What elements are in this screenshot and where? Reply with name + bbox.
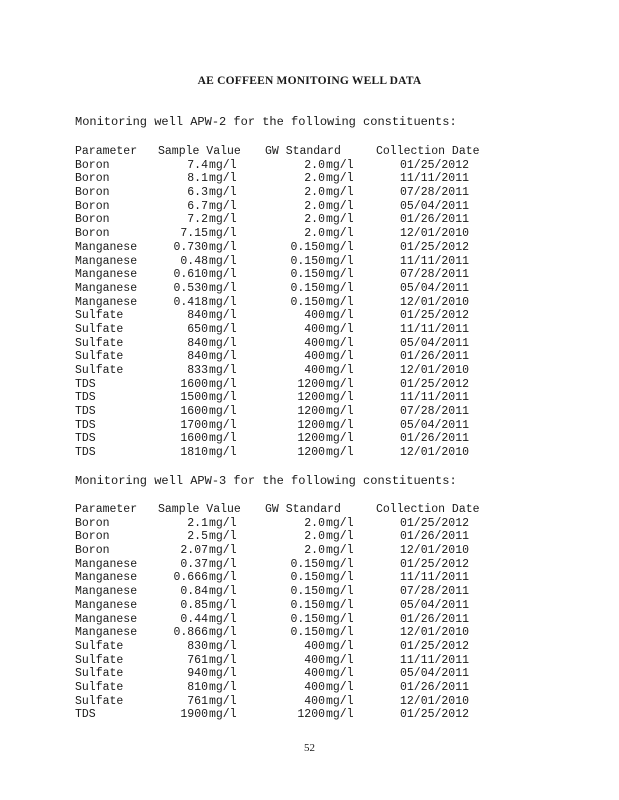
cell-collection-date: 05/04/2011 — [399, 598, 469, 612]
cell-sample-value: 1600 — [180, 377, 208, 391]
column-header-parameter: Parameter — [75, 503, 138, 516]
cell-sample-value: 0.730 — [173, 240, 208, 254]
table-row — [75, 613, 475, 627]
cell-parameter: Sulfate — [75, 350, 124, 364]
data-table-apw2 — [75, 145, 480, 460]
cell-gw-standard: 400 — [304, 667, 325, 681]
cell-parameter: Sulfate — [75, 694, 124, 708]
table-row — [75, 186, 475, 200]
cell-collection-date: 11/11/2011 — [399, 254, 469, 268]
cell-sample-unit: mg/l — [209, 639, 237, 653]
cell-standard-unit: mg/l — [326, 653, 354, 667]
cell-gw-standard: 1200 — [297, 391, 325, 405]
cell-gw-standard: 2.0 — [304, 199, 325, 213]
table-row — [75, 391, 475, 405]
cell-standard-unit: mg/l — [326, 694, 354, 708]
cell-collection-date: 12/01/2010 — [399, 364, 469, 377]
cell-standard-unit: mg/l — [326, 680, 354, 694]
cell-gw-standard: 0.150 — [290, 571, 325, 585]
cell-parameter: Sulfate — [75, 667, 124, 681]
cell-collection-date: 01/26/2011 — [399, 612, 469, 626]
cell-parameter: TDS — [75, 446, 96, 460]
cell-sample-value: 810 — [187, 680, 208, 694]
table-row — [75, 708, 475, 722]
cell-parameter: TDS — [75, 432, 96, 446]
cell-standard-unit: mg/l — [326, 571, 354, 585]
cell-collection-date: 01/25/2012 — [399, 557, 469, 571]
cell-sample-value: 7.4 — [187, 158, 208, 172]
cell-sample-value: 840 — [187, 336, 208, 350]
table-row — [75, 558, 475, 572]
cell-collection-date: 07/28/2011 — [399, 405, 469, 419]
cell-sample-value: 7.2 — [187, 213, 208, 227]
cell-collection-date: 01/26/2011 — [399, 213, 469, 227]
cell-standard-unit: mg/l — [326, 281, 354, 295]
cell-sample-unit: mg/l — [209, 199, 237, 213]
cell-standard-unit: mg/l — [326, 350, 354, 364]
cell-standard-unit: mg/l — [326, 585, 354, 599]
cell-parameter: Boron — [75, 186, 110, 200]
cell-standard-unit: mg/l — [326, 405, 354, 419]
table-row — [75, 517, 475, 531]
cell-sample-unit: mg/l — [209, 667, 237, 681]
table-row — [75, 695, 475, 709]
cell-standard-unit: mg/l — [326, 227, 354, 241]
cell-parameter: Boron — [75, 158, 110, 172]
column-header-parameter: Parameter — [75, 145, 138, 158]
cell-collection-date: 05/04/2011 — [399, 667, 469, 681]
cell-sample-unit: mg/l — [209, 254, 237, 268]
cell-gw-standard: 400 — [304, 336, 325, 350]
cell-parameter: Manganese — [75, 268, 138, 282]
cell-sample-unit: mg/l — [209, 350, 237, 364]
cell-parameter: Sulfate — [75, 639, 124, 653]
cell-parameter: Boron — [75, 199, 110, 213]
cell-standard-unit: mg/l — [326, 377, 354, 391]
cell-gw-standard: 400 — [304, 364, 325, 377]
cell-sample-unit: mg/l — [209, 268, 237, 282]
column-header-sample-value: Sample Value — [158, 503, 241, 516]
section-heading-apw2: Monitoring well APW-2 for the following constituents: — [75, 115, 457, 129]
cell-gw-standard: 2.0 — [304, 227, 325, 241]
cell-sample-value: 833 — [187, 364, 208, 377]
cell-sample-unit: mg/l — [209, 694, 237, 708]
cell-sample-unit: mg/l — [209, 585, 237, 599]
cell-collection-date: 01/25/2012 — [399, 158, 469, 172]
cell-collection-date: 11/11/2011 — [399, 571, 469, 585]
cell-gw-standard: 0.150 — [290, 598, 325, 612]
cell-gw-standard: 0.150 — [290, 281, 325, 295]
cell-gw-standard: 400 — [304, 309, 325, 323]
cell-sample-value: 0.666 — [173, 571, 208, 585]
cell-collection-date: 01/25/2012 — [399, 516, 469, 530]
cell-collection-date: 11/11/2011 — [399, 653, 469, 667]
cell-parameter: Sulfate — [75, 309, 124, 323]
cell-sample-unit: mg/l — [209, 172, 237, 186]
cell-standard-unit: mg/l — [326, 708, 354, 722]
cell-sample-value: 761 — [187, 694, 208, 708]
cell-standard-unit: mg/l — [326, 295, 354, 309]
cell-collection-date: 01/25/2012 — [399, 240, 469, 254]
cell-sample-unit: mg/l — [209, 680, 237, 694]
cell-standard-unit: mg/l — [326, 639, 354, 653]
table-row — [75, 378, 475, 392]
cell-sample-value: 830 — [187, 639, 208, 653]
cell-parameter: TDS — [75, 377, 96, 391]
table-row — [75, 626, 475, 640]
cell-sample-value: 6.7 — [187, 199, 208, 213]
table-row — [75, 446, 475, 460]
cell-parameter: Manganese — [75, 295, 138, 309]
cell-sample-value: 0.530 — [173, 281, 208, 295]
cell-parameter: TDS — [75, 391, 96, 405]
cell-standard-unit: mg/l — [326, 418, 354, 432]
cell-parameter: Sulfate — [75, 364, 124, 377]
cell-sample-value: 0.85 — [180, 598, 208, 612]
cell-standard-unit: mg/l — [326, 336, 354, 350]
cell-standard-unit: mg/l — [326, 446, 354, 460]
cell-sample-unit: mg/l — [209, 322, 237, 336]
cell-collection-date: 12/01/2010 — [399, 694, 469, 708]
cell-collection-date: 05/04/2011 — [399, 199, 469, 213]
table-row — [75, 640, 475, 654]
cell-gw-standard: 0.150 — [290, 585, 325, 599]
cell-sample-value: 1810 — [180, 446, 208, 460]
cell-gw-standard: 0.150 — [290, 254, 325, 268]
data-table-apw3 — [75, 503, 480, 722]
cell-gw-standard: 1200 — [297, 405, 325, 419]
cell-standard-unit: mg/l — [326, 544, 354, 558]
cell-sample-unit: mg/l — [209, 626, 237, 640]
cell-sample-unit: mg/l — [209, 309, 237, 323]
cell-collection-date: 05/04/2011 — [399, 418, 469, 432]
cell-sample-value: 0.84 — [180, 585, 208, 599]
cell-parameter: Sulfate — [75, 653, 124, 667]
cell-collection-date: 12/01/2010 — [399, 626, 469, 640]
cell-sample-unit: mg/l — [209, 418, 237, 432]
cell-gw-standard: 2.0 — [304, 544, 325, 558]
cell-sample-value: 840 — [187, 309, 208, 323]
cell-sample-unit: mg/l — [209, 653, 237, 667]
cell-standard-unit: mg/l — [326, 254, 354, 268]
cell-sample-value: 6.3 — [187, 186, 208, 200]
cell-sample-value: 0.37 — [180, 557, 208, 571]
cell-parameter: Sulfate — [75, 336, 124, 350]
cell-gw-standard: 2.0 — [304, 186, 325, 200]
table-row — [75, 282, 475, 296]
cell-sample-value: 0.48 — [180, 254, 208, 268]
cell-collection-date: 11/11/2011 — [399, 391, 469, 405]
cell-standard-unit: mg/l — [326, 612, 354, 626]
cell-parameter: Manganese — [75, 598, 138, 612]
cell-gw-standard: 400 — [304, 639, 325, 653]
cell-sample-unit: mg/l — [209, 391, 237, 405]
cell-standard-unit: mg/l — [326, 199, 354, 213]
cell-sample-unit: mg/l — [209, 295, 237, 309]
cell-sample-value: 650 — [187, 322, 208, 336]
cell-gw-standard: 1200 — [297, 377, 325, 391]
table-row — [75, 159, 475, 173]
cell-sample-unit: mg/l — [209, 186, 237, 200]
cell-collection-date: 01/25/2012 — [399, 708, 469, 722]
cell-sample-unit: mg/l — [209, 213, 237, 227]
cell-standard-unit: mg/l — [326, 391, 354, 405]
cell-sample-value: 0.610 — [173, 268, 208, 282]
cell-sample-unit: mg/l — [209, 432, 237, 446]
column-header-collection-date: Collection Date — [376, 503, 480, 516]
column-header-collection-date: Collection Date — [376, 145, 480, 158]
table-row — [75, 667, 475, 681]
cell-sample-value: 2.1 — [187, 516, 208, 530]
cell-collection-date: 07/28/2011 — [399, 585, 469, 599]
cell-collection-date: 01/25/2012 — [399, 639, 469, 653]
table-row — [75, 309, 475, 323]
table-row — [75, 241, 475, 255]
cell-parameter: Manganese — [75, 626, 138, 640]
table-row — [75, 599, 475, 613]
table-row — [75, 419, 475, 433]
cell-sample-unit: mg/l — [209, 364, 237, 377]
table-row — [75, 255, 475, 269]
cell-sample-unit: mg/l — [209, 598, 237, 612]
table-row — [75, 213, 475, 227]
cell-collection-date: 11/11/2011 — [399, 322, 469, 336]
cell-sample-value: 940 — [187, 667, 208, 681]
cell-sample-unit: mg/l — [209, 405, 237, 419]
cell-sample-unit: mg/l — [209, 516, 237, 530]
table-row — [75, 364, 475, 378]
table-row — [75, 350, 475, 364]
cell-parameter: Boron — [75, 172, 110, 186]
cell-sample-unit: mg/l — [209, 240, 237, 254]
table-row — [75, 530, 475, 544]
cell-gw-standard: 400 — [304, 322, 325, 336]
cell-gw-standard: 0.150 — [290, 557, 325, 571]
cell-standard-unit: mg/l — [326, 557, 354, 571]
cell-sample-unit: mg/l — [209, 158, 237, 172]
cell-sample-value: 761 — [187, 653, 208, 667]
cell-sample-unit: mg/l — [209, 544, 237, 558]
cell-gw-standard: 2.0 — [304, 516, 325, 530]
cell-sample-unit: mg/l — [209, 612, 237, 626]
cell-parameter: Manganese — [75, 281, 138, 295]
cell-parameter: Sulfate — [75, 322, 124, 336]
cell-collection-date: 01/26/2011 — [399, 530, 469, 544]
table-row — [75, 337, 475, 351]
cell-sample-unit: mg/l — [209, 227, 237, 241]
cell-sample-value: 1900 — [180, 708, 208, 722]
cell-collection-date: 01/26/2011 — [399, 350, 469, 364]
cell-sample-value: 2.07 — [180, 544, 208, 558]
cell-collection-date: 12/01/2010 — [399, 295, 469, 309]
section-heading-apw3: Monitoring well APW-3 for the following constituents: — [75, 474, 457, 488]
cell-gw-standard: 2.0 — [304, 158, 325, 172]
table-row — [75, 405, 475, 419]
cell-standard-unit: mg/l — [326, 516, 354, 530]
cell-gw-standard: 0.150 — [290, 612, 325, 626]
cell-sample-value: 2.5 — [187, 530, 208, 544]
cell-gw-standard: 1200 — [297, 708, 325, 722]
cell-gw-standard: 0.150 — [290, 626, 325, 640]
cell-gw-standard: 2.0 — [304, 530, 325, 544]
table-row — [75, 268, 475, 282]
cell-gw-standard: 400 — [304, 653, 325, 667]
cell-gw-standard: 2.0 — [304, 172, 325, 186]
cell-parameter: Sulfate — [75, 680, 124, 694]
cell-standard-unit: mg/l — [326, 598, 354, 612]
cell-parameter: Boron — [75, 530, 110, 544]
page-number: 52 — [304, 742, 315, 754]
column-header-sample-value: Sample Value — [158, 145, 241, 158]
cell-gw-standard: 1200 — [297, 446, 325, 460]
cell-sample-value: 0.866 — [173, 626, 208, 640]
cell-gw-standard: 0.150 — [290, 240, 325, 254]
cell-parameter: Manganese — [75, 240, 138, 254]
cell-sample-unit: mg/l — [209, 557, 237, 571]
table-row — [75, 296, 475, 310]
cell-sample-value: 7.15 — [180, 227, 208, 241]
cell-gw-standard: 0.150 — [290, 295, 325, 309]
cell-parameter: Manganese — [75, 585, 138, 599]
cell-standard-unit: mg/l — [326, 364, 354, 377]
table-header-row — [75, 503, 480, 517]
cell-parameter: Manganese — [75, 571, 138, 585]
table-row — [75, 200, 475, 214]
cell-collection-date: 07/28/2011 — [399, 186, 469, 200]
cell-sample-value: 0.418 — [173, 295, 208, 309]
cell-parameter: TDS — [75, 708, 96, 722]
table-row — [75, 585, 475, 599]
cell-collection-date: 12/01/2010 — [399, 227, 469, 241]
table-row — [75, 227, 475, 241]
cell-standard-unit: mg/l — [326, 158, 354, 172]
cell-collection-date: 07/28/2011 — [399, 268, 469, 282]
cell-parameter: Boron — [75, 227, 110, 241]
cell-parameter: Boron — [75, 516, 110, 530]
cell-sample-unit: mg/l — [209, 571, 237, 585]
cell-gw-standard: 400 — [304, 694, 325, 708]
table-row — [75, 172, 475, 186]
cell-standard-unit: mg/l — [326, 186, 354, 200]
cell-gw-standard: 1200 — [297, 418, 325, 432]
cell-parameter: Manganese — [75, 254, 138, 268]
cell-gw-standard: 400 — [304, 680, 325, 694]
cell-parameter: Boron — [75, 544, 110, 558]
cell-gw-standard: 1200 — [297, 432, 325, 446]
cell-parameter: Manganese — [75, 612, 138, 626]
cell-standard-unit: mg/l — [326, 309, 354, 323]
cell-collection-date: 12/01/2010 — [399, 544, 469, 558]
cell-parameter: Manganese — [75, 557, 138, 571]
table-row — [75, 654, 475, 668]
cell-sample-value: 1600 — [180, 405, 208, 419]
cell-collection-date: 01/26/2011 — [399, 680, 469, 694]
cell-sample-value: 1500 — [180, 391, 208, 405]
cell-collection-date: 05/04/2011 — [399, 336, 469, 350]
column-header-gw-standard: GW Standard — [265, 145, 341, 158]
cell-parameter: TDS — [75, 418, 96, 432]
cell-sample-value: 8.1 — [187, 172, 208, 186]
table-row — [75, 544, 475, 558]
cell-sample-unit: mg/l — [209, 708, 237, 722]
cell-sample-unit: mg/l — [209, 336, 237, 350]
cell-sample-unit: mg/l — [209, 446, 237, 460]
cell-collection-date: 01/26/2011 — [399, 432, 469, 446]
cell-collection-date: 11/11/2011 — [399, 172, 469, 186]
cell-sample-value: 0.44 — [180, 612, 208, 626]
table-row — [75, 432, 475, 446]
cell-sample-value: 1600 — [180, 432, 208, 446]
cell-sample-unit: mg/l — [209, 530, 237, 544]
cell-parameter: Boron — [75, 213, 110, 227]
cell-sample-unit: mg/l — [209, 377, 237, 391]
cell-collection-date: 12/01/2010 — [399, 446, 469, 460]
cell-parameter: TDS — [75, 405, 96, 419]
cell-gw-standard: 0.150 — [290, 268, 325, 282]
cell-gw-standard: 2.0 — [304, 213, 325, 227]
cell-standard-unit: mg/l — [326, 667, 354, 681]
cell-standard-unit: mg/l — [326, 213, 354, 227]
cell-standard-unit: mg/l — [326, 322, 354, 336]
cell-collection-date: 01/25/2012 — [399, 309, 469, 323]
cell-standard-unit: mg/l — [326, 626, 354, 640]
table-row — [75, 323, 475, 337]
cell-gw-standard: 400 — [304, 350, 325, 364]
cell-sample-unit: mg/l — [209, 281, 237, 295]
cell-standard-unit: mg/l — [326, 432, 354, 446]
table-row — [75, 681, 475, 695]
column-header-gw-standard: GW Standard — [265, 503, 341, 516]
page-title: AE COFFEEN MONITOING WELL DATA — [197, 75, 422, 87]
cell-standard-unit: mg/l — [326, 172, 354, 186]
cell-collection-date: 05/04/2011 — [399, 281, 469, 295]
cell-sample-value: 840 — [187, 350, 208, 364]
table-header-row — [75, 145, 480, 159]
cell-standard-unit: mg/l — [326, 530, 354, 544]
cell-collection-date: 01/25/2012 — [399, 377, 469, 391]
cell-standard-unit: mg/l — [326, 240, 354, 254]
table-row — [75, 571, 475, 585]
cell-standard-unit: mg/l — [326, 268, 354, 282]
cell-sample-value: 1700 — [180, 418, 208, 432]
